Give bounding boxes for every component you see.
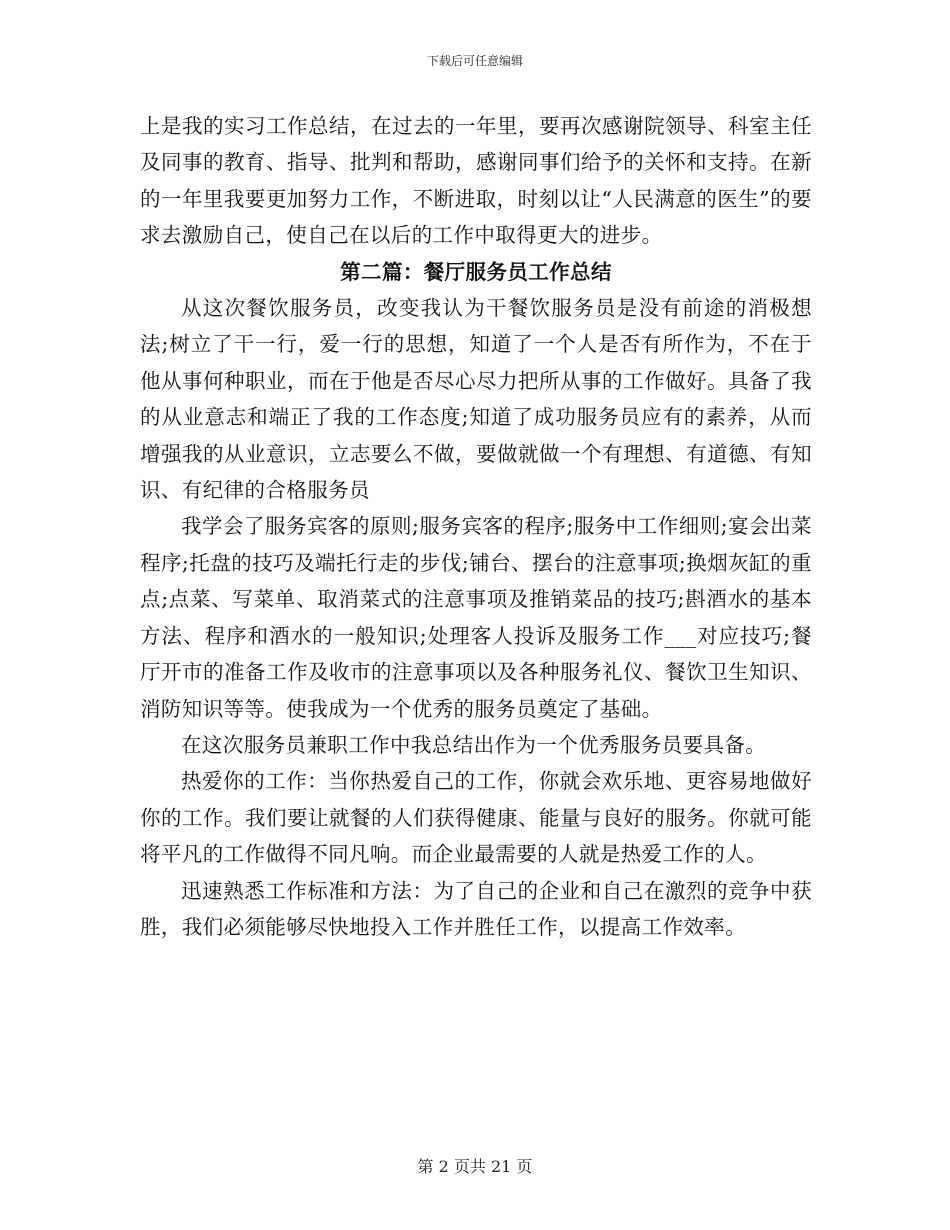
paragraph-skills: 我学会了服务宾客的原则;服务宾客的程序;服务中工作细则;宴会出菜程序;托盘的技巧及端托行走的步伐;铺台、摆台的注意事项;换烟灰缸的重点;点菜、写菜单、取消菜式的注意事项及推销菜品的技巧;斟酒水的基本方法、程序和酒水的一般知识;处理客人投诉及服务工作___对应技巧;餐厅开市的准备工作及收市的注意事项以及各种服务礼仪、餐饮卫生知识、消防知识等等。使我成为一个优秀的服务员奠定了基础。	[140, 514, 812, 721]
paragraph-work-standards: 迅速熟悉工作标准和方法：为了自己的企业和自己在激烈的竞争中获胜，我们必须能够尽快地投入工作并胜任工作，以提高工作效率。	[140, 878, 812, 939]
document-body	[140, 108, 812, 945]
paragraph-mindset: 从这次餐饮服务员，改变我认为干餐饮服务员是没有前途的消极想法;树立了干一行，爱一行的思想，知道了一个人是否有所作为，不在于他从事何种职业，而在于他是否尽心尽力把所从事的工作做好。具备了我的从业意志和端正了我的工作态度;知道了成功服务员应有的素养，从而增强我的从业意识，立志要么不做，要做就做一个有理想、有道德、有知识、有纪律的合格服务员	[140, 296, 812, 503]
page-number: 第 2 页共 21 页	[417, 1157, 533, 1176]
paragraph-love-work: 热爱你的工作：当你热爱自己的工作，你就会欢乐地、更容易地做好你的工作。我们要让就餐的人们获得健康、能量与良好的服务。你就可能将平凡的工作做得不同凡响。而企业最需要的人就是热爱工作的人。	[140, 769, 812, 867]
section-title: 第二篇：餐厅服务员工作总结	[340, 259, 612, 284]
page-header: 下载后可任意编辑	[426, 54, 523, 68]
paragraph-summary-intro: 在这次服务员兼职工作中我总结出作为一个优秀服务员要具备。	[181, 732, 767, 757]
intro-paragraph: 上是我的实习工作总结，在过去的一年里，要再次感谢院领导、科室主任及同事的教育、指导、批判和帮助，感谢同事们给予的关怀和支持。在新的一年里我要更加努力工作，不断进取，时刻以让“人民满意的医生”的要求去激励自己，使自己在以后的工作中取得更大的进步。	[140, 114, 812, 248]
